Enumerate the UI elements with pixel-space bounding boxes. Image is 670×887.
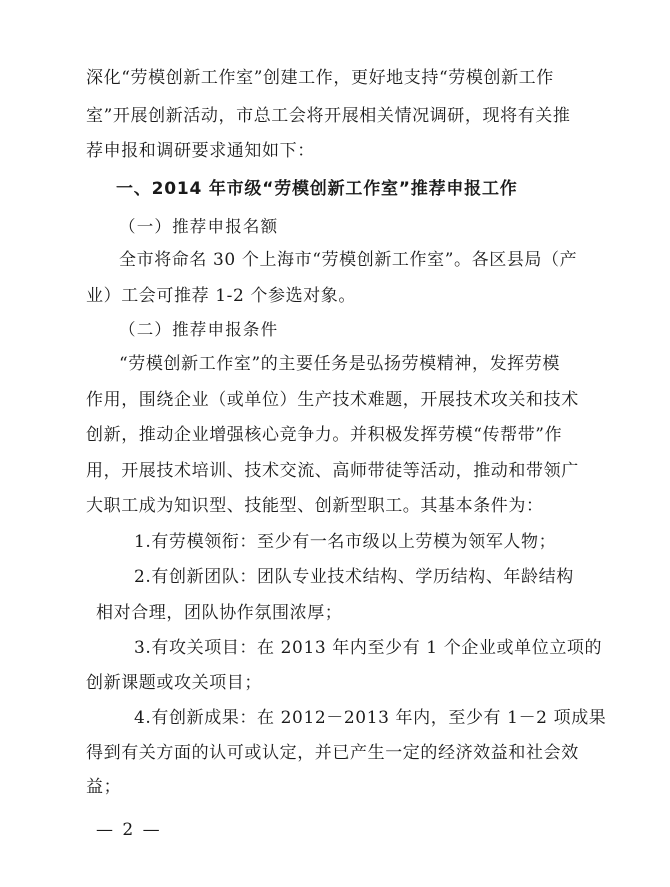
condition-item-1: 1.有劳模领衔：至少有一名市级以上劳模为领军人物； xyxy=(134,532,557,552)
paragraph-conditions-line-2: 作用，围绕企业（或单位）生产技术难题，开展技术攻关和技术 xyxy=(86,390,579,410)
paragraph-conditions-line-3: 创新，推动企业增强核心竞争力。并积极发挥劳模“传帮带”作 xyxy=(86,425,563,445)
paragraph-intro-line-1: 深化“劳模创新工作室”创建工作，更好地支持“劳模创新工作 xyxy=(86,68,554,88)
paragraph-quota-line-2: 业）工会可推荐 1-2 个参选对象。 xyxy=(86,286,356,306)
condition-item-4-line-1: 4.有创新成果：在 2012－2013 年内，至少有 1－2 项成果 xyxy=(134,708,607,728)
subsection-heading-quota: （一）推荐申报名额 xyxy=(119,217,279,236)
condition-item-3-line-2: 创新课题或攻关项目； xyxy=(86,673,262,693)
page-number: — 2 — xyxy=(96,820,162,840)
condition-item-4-line-3: 益； xyxy=(86,777,122,797)
subsection-heading-conditions: （二）推荐申报条件 xyxy=(119,320,279,339)
paragraph-conditions-line-5: 大职工成为知识型、技能型、创新型职工。其基本条件为： xyxy=(86,496,544,516)
paragraph-quota-line-1: 全市将命名 30 个上海市“劳模创新工作室”。各区县局（产 xyxy=(119,250,578,270)
condition-item-2-line-1: 2.有创新团队：团队专业技术结构、学历结构、年龄结构 xyxy=(134,567,574,587)
paragraph-intro-line-3: 荐申报和调研要求通知如下： xyxy=(86,141,315,161)
paragraph-conditions-line-4: 用，开展技术培训、技术交流、高师带徒等活动，推动和带领广 xyxy=(86,461,579,481)
section-heading-1: 一、2014 年市级“劳模创新工作室”推荐申报工作 xyxy=(116,179,518,199)
paragraph-conditions-line-1: “劳模创新工作室”的主要任务是弘扬劳模精神，发挥劳模 xyxy=(119,354,560,374)
condition-item-4-line-2: 得到有关方面的认可或认定，并已产生一定的经济效益和社会效 xyxy=(86,743,579,763)
condition-item-3-line-1: 3.有攻关项目：在 2013 年内至少有 1 个企业或单位立项的 xyxy=(134,638,603,658)
condition-item-2-line-2: 相对合理，团队协作氛围浓厚； xyxy=(96,603,343,623)
paragraph-intro-line-2: 室”开展创新活动，市总工会将开展相关情况调研，现将有关推 xyxy=(86,106,571,126)
